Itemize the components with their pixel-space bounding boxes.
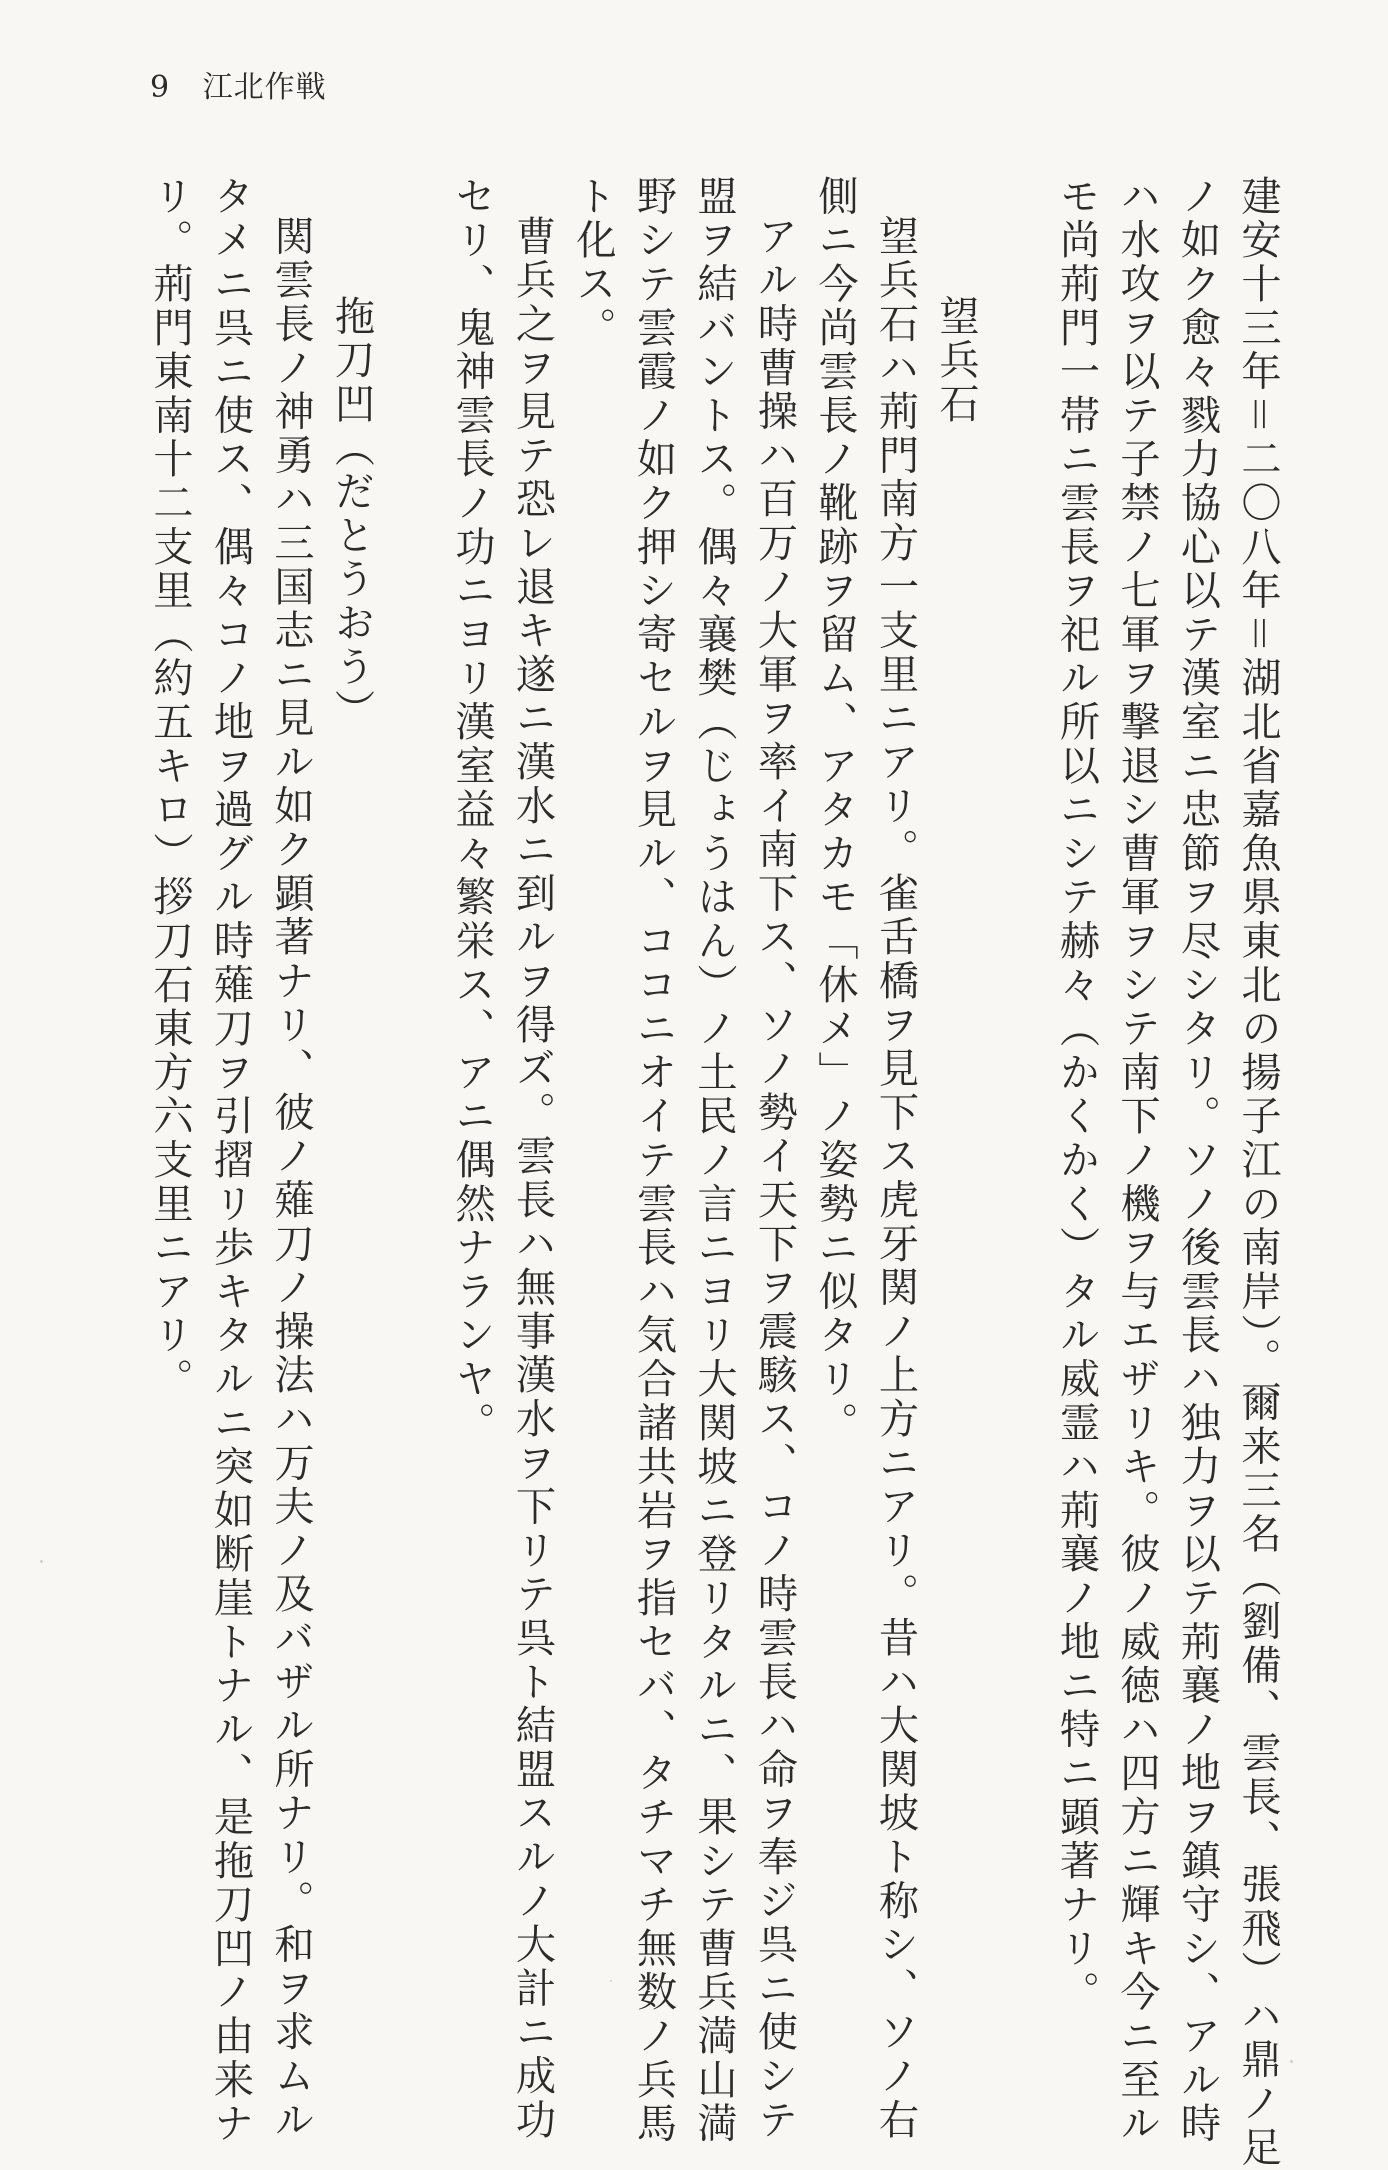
section-gap — [986, 175, 1046, 2005]
text-column: モ尚荊門一帯ニ雲長ヲ祀ル所以ニシテ赫々（かくかく）タル威霊ハ荊襄ノ地ニ特ニ顕著ナリ。 — [1053, 175, 1100, 2015]
text-column: タメニ呉ニ使ス、偶々コノ地ヲ過グル時薙刀ヲ引摺リ歩キタルニ突如断崖トナル、是拖刀凹ノ由来ナ — [207, 175, 254, 2146]
scan-speck — [40, 1560, 43, 1563]
page-number: 9 — [150, 70, 171, 105]
vertical-body-text — [140, 175, 1289, 2170]
text-column: 野シテ雲霞ノ如ク押シ寄セルヲ見ル、ココニオイテ雲長ハ気合諸共岩ヲ指セバ、タチマチ無数ノ兵馬 — [630, 175, 677, 2146]
running-header — [150, 62, 327, 106]
text-column: 建安十三年＝二〇八年＝湖北省嘉魚県東北の揚子江の南岸）。爾来三名（劉備、雲長、張飛）ハ鼎ノ足 — [1235, 175, 1281, 2170]
scan-speck — [1290, 2060, 1293, 2063]
text-column: セリ、鬼神雲長ノ功ニヨリ漢室益々繁栄ス、アニ偶然ナランヤ。 — [449, 175, 495, 1446]
text-column: アル時曹操ハ百万ノ大軍ヲ率イ南下ス、ソノ勢イ天下ヲ震駭ス、コノ時雲長ハ命ヲ奉ジ呉ニ使シテ — [751, 215, 798, 2143]
scan-speck — [610, 1980, 612, 1982]
text-column: 盟ヲ結バントス。偶々襄樊（じょうはん）ノ土民ノ言ニヨリ大関坡ニ登リタルニ、果シテ曹兵満山満 — [691, 175, 737, 2146]
text-column: 側ニ今尚雲長ノ靴跡ヲ留ム、アタカモ「休メ」ノ姿勢ニ似タリ。 — [812, 175, 858, 1446]
section-heading: 拖刀凹（だとうおう） — [328, 295, 375, 733]
chapter-title: 江北作戦 — [202, 70, 327, 105]
text-column: 望兵石ハ荊門南方一支里ニアリ。雀舌橋ヲ見下ス虎牙関ノ上方ニアリ。昔ハ大関坡ト称シ、ソノ右 — [872, 215, 919, 2143]
section-gap — [382, 175, 442, 2005]
text-column: 関雲長ノ神勇ハ三国志ニ見ル如ク顕著ナリ、彼ノ薙刀ノ操法ハ万夫ノ及バザル所ナリ。和ヲ求ムル — [268, 215, 314, 2143]
text-column: リ。荊門東南十二支里（約五キロ）拶刀石東方六支里ニアリ。 — [147, 175, 193, 1402]
text-column: ト化ス。 — [570, 175, 616, 351]
text-column: ハ水攻ヲ以テ子禁ノ七軍ヲ撃退シ曹軍ヲシテ南下ノ機ヲ与エザリキ。彼ノ威徳ハ四方ニ輝キ今ニ至ル — [1114, 175, 1160, 2146]
section-heading: 望兵石 — [933, 295, 979, 427]
text-column: 曹兵之ヲ見テ恐レ退キ遂ニ漢水ニ到ルヲ得ズ。雲長ハ無事漢水ヲ下リテ呉ト結盟スルノ大計ニ成功 — [509, 215, 556, 2143]
text-column: ノ如ク愈々戮力協心以テ漢室ニ忠節ヲ尽シタリ。ソノ後雲長ハ独力ヲ以テ荊襄ノ地ヲ鎮守シ、アル時 — [1174, 175, 1221, 2146]
